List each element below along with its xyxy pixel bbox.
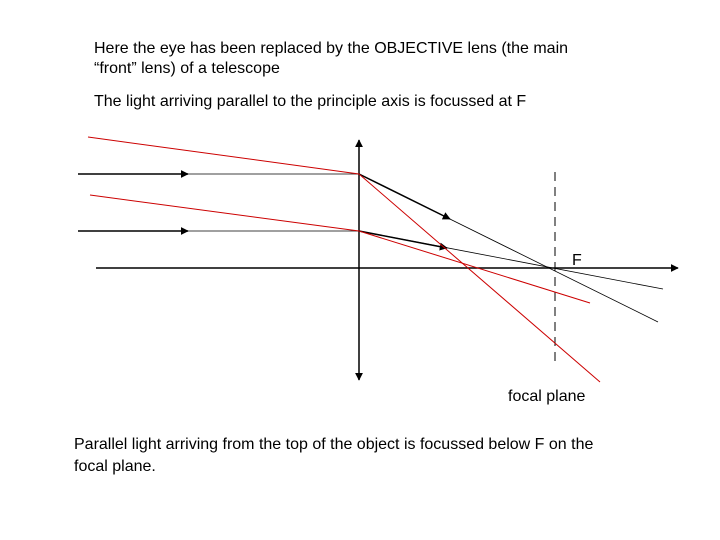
focal-plane-label: focal plane [508, 388, 586, 405]
subtitle: The light arriving parallel to the principle axis is focussed at F [94, 93, 527, 110]
oblique-ray-top-refracted [359, 174, 600, 382]
title-line-1: Here the eye has been replaced by the OBJECTIVE lens (the main [94, 40, 569, 57]
caption-line-2: focal plane. [74, 458, 156, 475]
oblique-ray-bottom-incoming [90, 195, 359, 231]
caption-line-1: Parallel light arriving from the top of the object is focussed below F on the [74, 436, 594, 453]
oblique-ray-top-incoming [88, 137, 359, 174]
focal-point-label: F [572, 252, 582, 269]
refracted-ray-top [359, 174, 658, 322]
refracted-ray-bottom [359, 231, 663, 289]
title-line-2: “front” lens) of a telescope [94, 60, 280, 77]
